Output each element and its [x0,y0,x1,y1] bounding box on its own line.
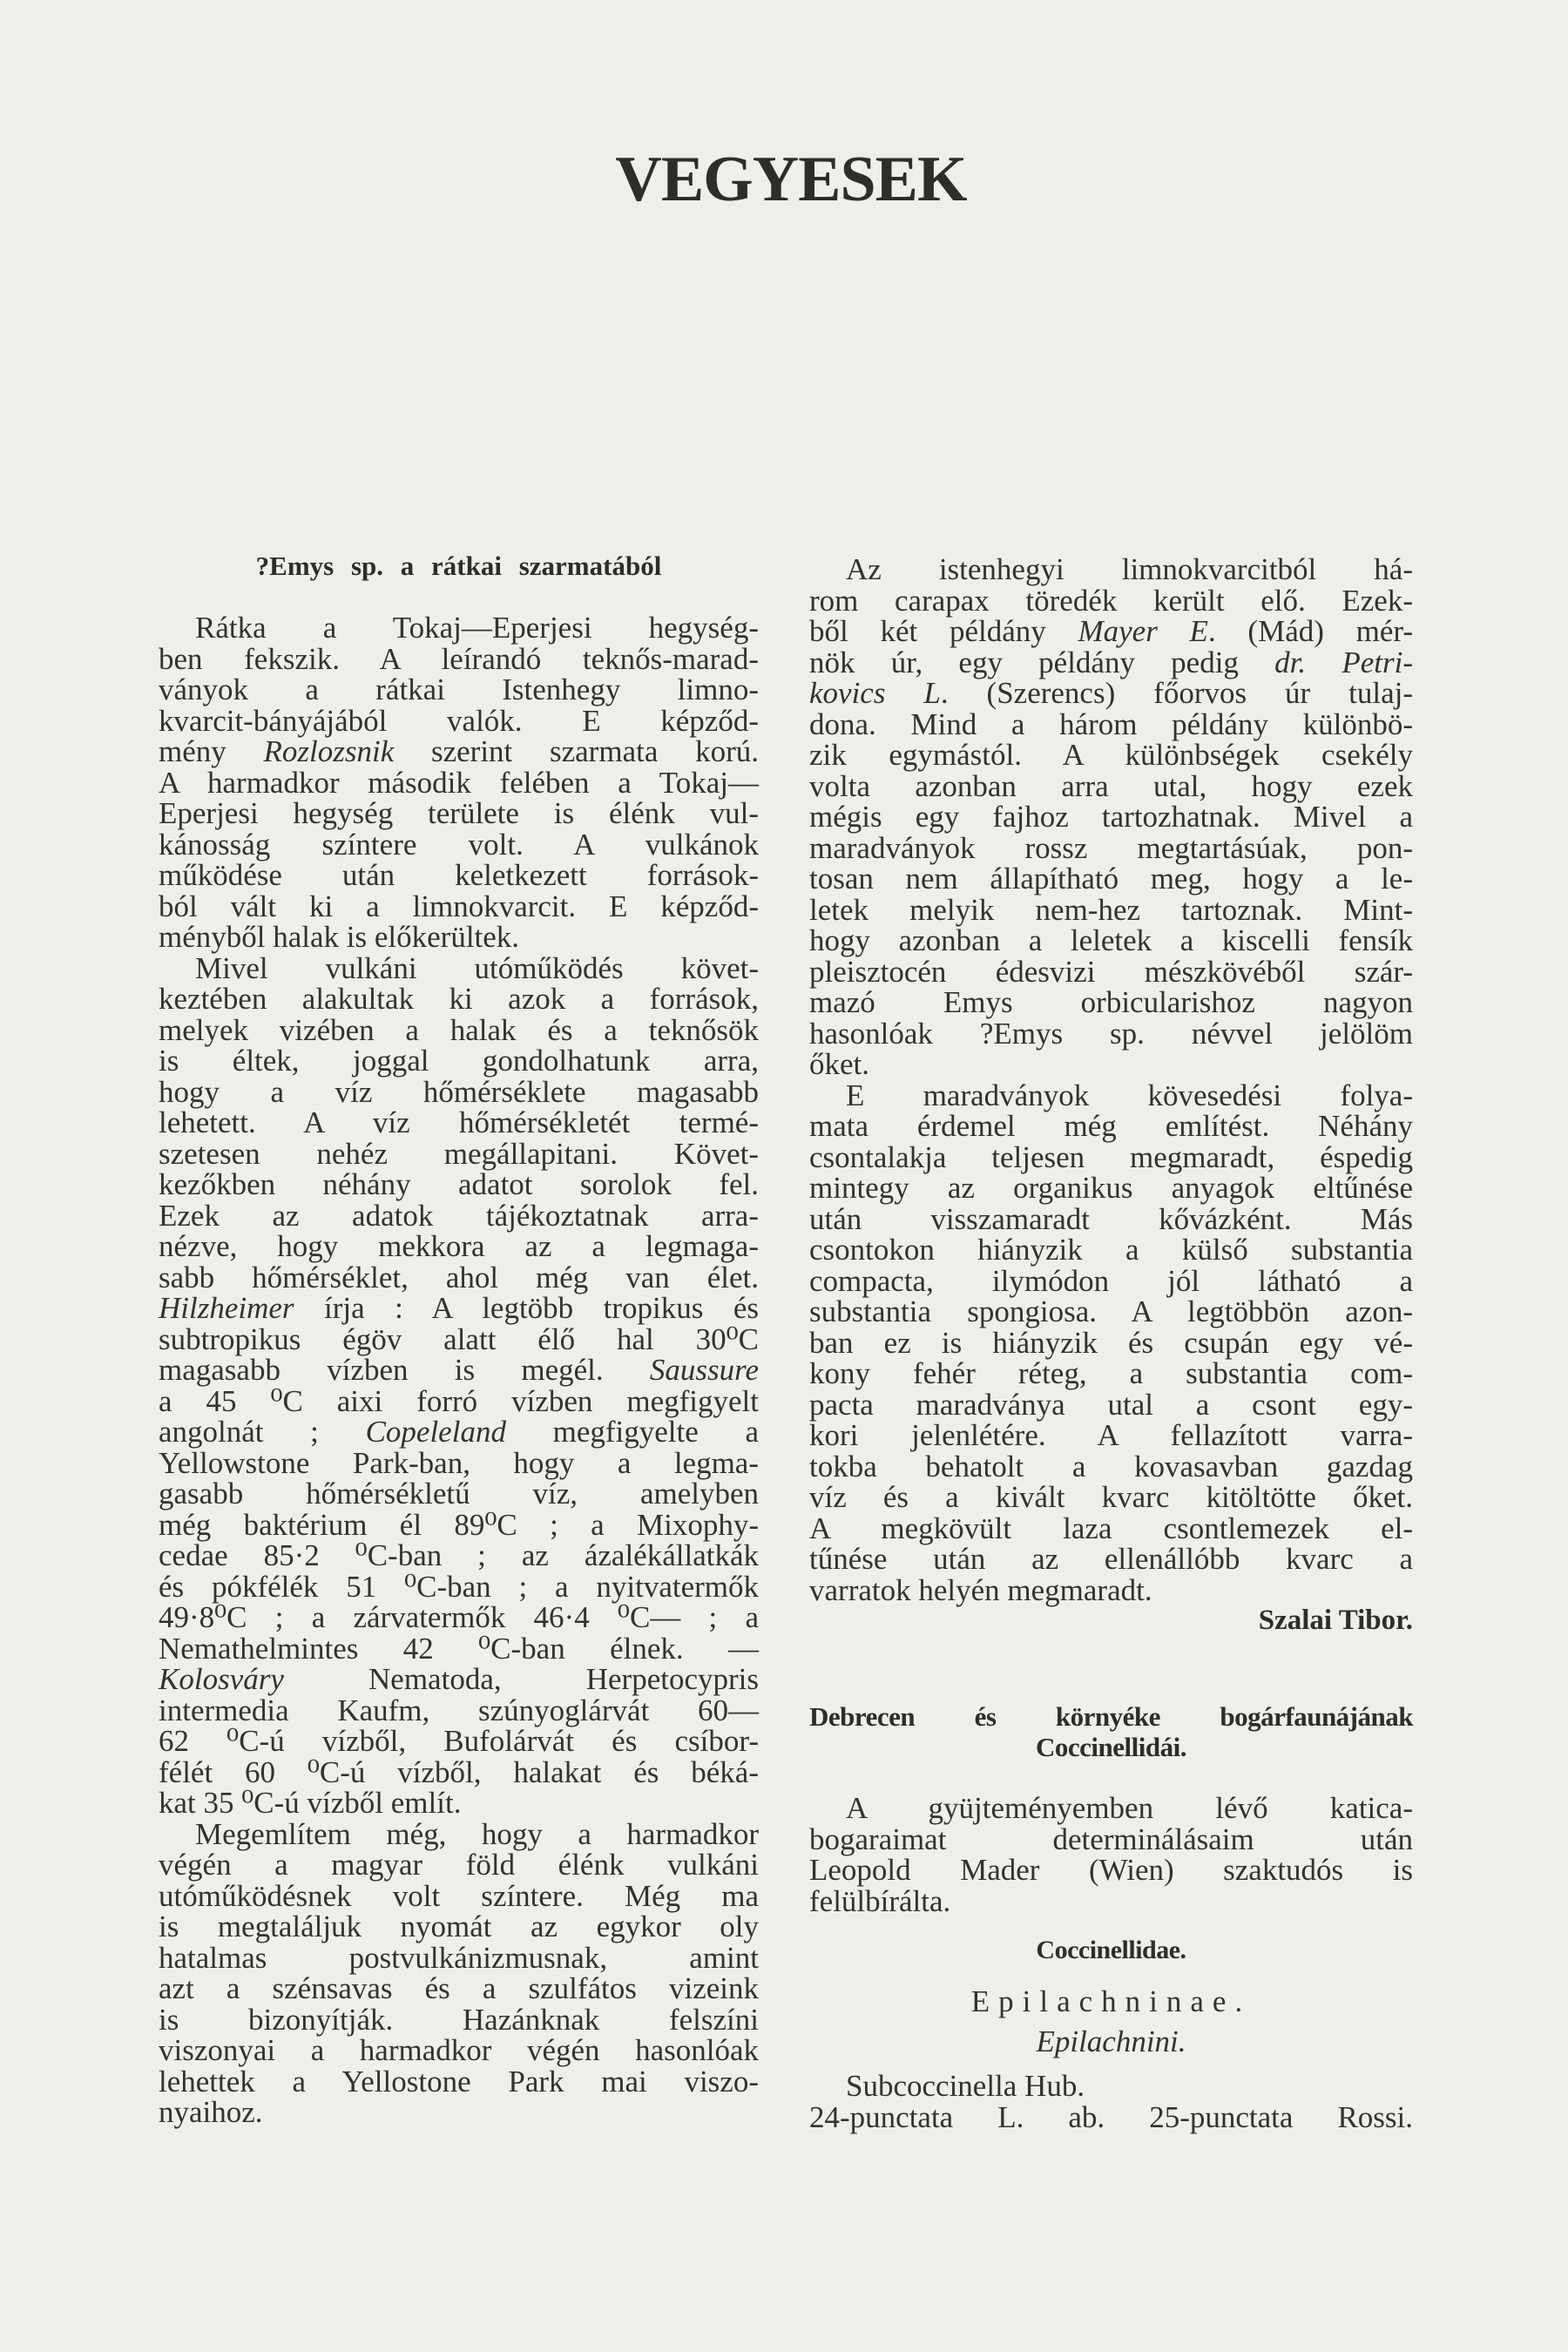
text-line: végén a magyar föld élénk vulkáni [159,1848,759,1882]
text-line: Nemathelmintes 42 ⁰C-ban élnek. — [159,1631,759,1666]
text-line: subtropikus égöv alatt élő hal 30⁰C [159,1321,759,1356]
text-line: működése után keletkezett források- [159,858,759,892]
text-line: kori jelenlétére. A fellazított varra- [809,1418,1413,1452]
text-line: és pókfélék 51 ⁰C-ban ; a nyitvatermők [159,1569,759,1604]
text-line: A harmadkor második felében a Tokaj— [159,765,759,800]
text-line: felülbírálta. [809,1883,951,1918]
text-line: bogaraimat determinálásaim után [809,1821,1413,1856]
text-line: magasabb vízben is megél. Saussure [159,1353,759,1387]
text-line: viszonyai a harmadkor végén hasonlóak [159,2033,759,2067]
text-line: cedae 85·2 ⁰C-ban ; az ázalékállatkák [159,1538,759,1572]
text-line: csontokon hiányzik a külső substantia [809,1233,1413,1267]
text-line: lehetett. A víz hőmérsékletét termé- [159,1105,759,1139]
article-heading: ?Emys sp. a rátkai szarmatából [255,551,662,581]
right-column [809,554,1413,1637]
italic-name: dr. Petri- [1274,645,1413,679]
text-line: a 45 ⁰C aixi forró vízben megfigyelt [159,1383,759,1418]
text-line: pleisztocén édesvizi mészkövéből szár- [809,954,1413,989]
species-line: 24-punctata L. ab. 25-punctata Rossi. [809,2099,1413,2134]
text-line: 62 ⁰C-ú vízből, Bufolárvát és csíbor- [159,1724,759,1758]
second-article [809,1701,1413,2132]
text-line: kánosság színtere volt. A vulkánok [159,827,759,862]
italic-name: Hilzheimer [159,1291,294,1325]
text-line: Leopold Mader (Wien) szaktudós is [809,1853,1413,1887]
text-line: Megemlítem még, hogy a harmadkor [195,1816,759,1851]
italic-name: Rozlozsnik [263,734,395,768]
article-body-right [809,554,1413,1605]
text-line: nök úr, egy példány pedig dr. Petri- [809,645,1413,679]
text-line: hatalmas postvulkánizmusnak, amint [159,1940,759,1975]
text-line: lehettek a Yellostone Park mai viszo- [159,2064,759,2099]
text-line: kvarcit-bányájából valók. E képződ- [159,703,759,738]
text-line: őket. [809,1047,870,1081]
text-line: ban ez is hiányzik és csupán egy vé- [809,1325,1413,1360]
text-line: letek melyik nem-hez tartoznak. Mint- [809,892,1413,927]
text-line: kezőkben néhány adatot sorolok fel. [159,1167,759,1201]
text-line: után visszamaradt kővázként. Más [809,1201,1413,1236]
text-line: rom carapax töredék került elő. Ezek- [809,583,1413,618]
text-line: mazó Emys orbicularishoz nagyon [809,985,1413,1019]
text-line: Rátka a Tokaj—Eperjesi hegység- [195,611,759,645]
spacer [159,582,759,613]
text-line: Mivel vulkáni utóműködés követ- [195,950,759,985]
text-line: mény Rozlozsnik szerint szarmata korú. [159,734,759,768]
text-line: ból vált ki a limnokvarcit. E képződ- [159,889,759,923]
text-line: mégis egy fajhoz tartozhatnak. Mivel a [809,800,1413,834]
text-line: is bizonyítják. Hazánknak felszíni [159,2002,759,2037]
text-line: kat 35 ⁰C-ú vízből említ. [159,1786,462,1820]
text-line: compacta, ilymódon jól látható a [809,1263,1413,1298]
italic-name: kovics L [809,676,941,710]
text-line: varratok helyén megmaradt. [809,1572,1152,1607]
spacer [809,1916,1413,1935]
text-line: azt a szénsavas és a szulfátos vizeink [159,1971,759,2005]
italic-name: Mayer E [1078,614,1208,648]
family-heading: Coccinellidae. [1036,1936,1186,1964]
text-line: hogy a víz hőmérséklete magasabb [159,1074,759,1109]
spacer [809,1762,1413,1793]
article2-heading-line2: Coccinellidái. [1036,1732,1186,1762]
text-line: kovics L. (Szerencs) főorvos úr tulaj- [809,676,1413,710]
text-line: zik egymástól. A különbségek csekély [809,738,1413,772]
text-line: tosan nem állapítható meg, hogy a le- [809,862,1413,896]
text-line: nézve, hogy mekkora az a legmaga- [159,1229,759,1263]
text-line: ben fekszik. A leírandó teknős-marad- [159,641,759,676]
text-line: Eperjesi hegység területe is élénk vul- [159,796,759,830]
text-line: Ezek az adatok tájékoztatnak arra- [159,1198,759,1233]
text-line: Kolosváry Nematoda, Herpetocypris [159,1662,759,1696]
text-line: A megkövült laza csontlemezek el- [809,1511,1413,1545]
text-line: is megtaláljuk nyomát az egykor oly [159,1909,759,1943]
article-body-left [159,612,759,2128]
text-line: E maradványok kövesedési folya- [846,1078,1413,1112]
text-line: szetesen nehéz megállapitani. Követ- [159,1136,759,1171]
author-signature: Szalai Tibor. [1258,1605,1413,1636]
text-line: víz és a kivált kvarc kitöltötte őket. [809,1480,1413,1514]
text-line: pacta maradványa utal a csont egy- [809,1387,1413,1422]
genus-line: Subcoccinella Hub. [846,2069,1085,2103]
text-line: intermedia Kaufm, szúnyoglárvát 60— [159,1693,759,1727]
tribe-heading: Epilachnini. [1036,2024,1186,2058]
text-line: angolnát ; Copeleland megfigyelte a [159,1415,759,1449]
text-line: csontalakja teljesen megmaradt, éspedig [809,1139,1413,1174]
text-line: volta azonban arra utal, hogy ezek [809,768,1413,803]
text-line: melyek vizében a halak és a teknősök [159,1012,759,1047]
article2-intro [809,1793,1413,1916]
text-line: tűnése után az ellenállóbb kvarc a [809,1542,1413,1576]
text-line: mata érdemel még említést. Néhány [809,1109,1413,1143]
text-line: hasonlóak ?Emys sp. névvel jelölöm [809,1016,1413,1051]
text-line: még baktérium él 89⁰C ; a Mixophy- [159,1507,759,1542]
text-line: ményből halak is előkerültek. [159,920,520,954]
text-line: substantia spongiosa. A legtöbbön azon- [809,1294,1413,1328]
text-line: A gyüjteményemben lévő katica- [846,1791,1413,1825]
text-line: hogy azonban a leletek a kiscelli fensík [809,923,1413,957]
spacer [809,1965,1413,1986]
text-line: utóműködésnek volt színtere. Még ma [159,1878,759,1913]
text-line: 49·8⁰C ; a zárvatermők 46·4 ⁰C— ; a [159,1600,759,1634]
text-line: Az istenhegyi limnokvarcitból há- [846,552,1413,586]
italic-name: Saussure [649,1353,759,1387]
text-line: maradványok rossz megtartásúak, pon- [809,830,1413,865]
text-line: keztében alakultak ki azok a források, [159,982,759,1016]
text-line: sabb hőmérséklet, ahol még van élet. [159,1260,759,1294]
text-line: mintegy az organikus anyagok eltűnése [809,1171,1413,1205]
text-line: tokba behatolt a kovasavban gazdag [809,1449,1413,1484]
text-line: ből két példány Mayer E. (Mád) mér- [809,614,1414,648]
italic-name: Copeleland [365,1415,506,1449]
text-line: Hilzheimer írja : A legtöbb tropikus és [159,1291,759,1325]
subfamily-heading: Epilachninae. [970,1984,1252,2018]
text-line: is éltek, joggal gondolhatunk arra, [159,1044,759,1078]
text-line: ványok a rátkai Istenhegy limno- [159,672,759,706]
text-line: kony fehér réteg, a substantia com- [809,1356,1413,1390]
left-column [159,551,759,2128]
text-line: félét 60 ⁰C-ú vízből, halakat és béká- [159,1754,759,1789]
page-title: VEGYESEK [615,144,967,215]
text-line: dona. Mind a három példány különbö- [809,706,1413,741]
article2-heading-line1: Debrecen és környéke bogárfaunájának [809,1701,1413,1732]
italic-name: Kolosváry [159,1662,284,1696]
text-line: nyaihoz. [159,2095,263,2129]
text-line: gasabb hőmérsékletű víz, amelyben [159,1477,759,1511]
text-line: Yellowstone Park-ban, hogy a legma- [159,1445,759,1480]
